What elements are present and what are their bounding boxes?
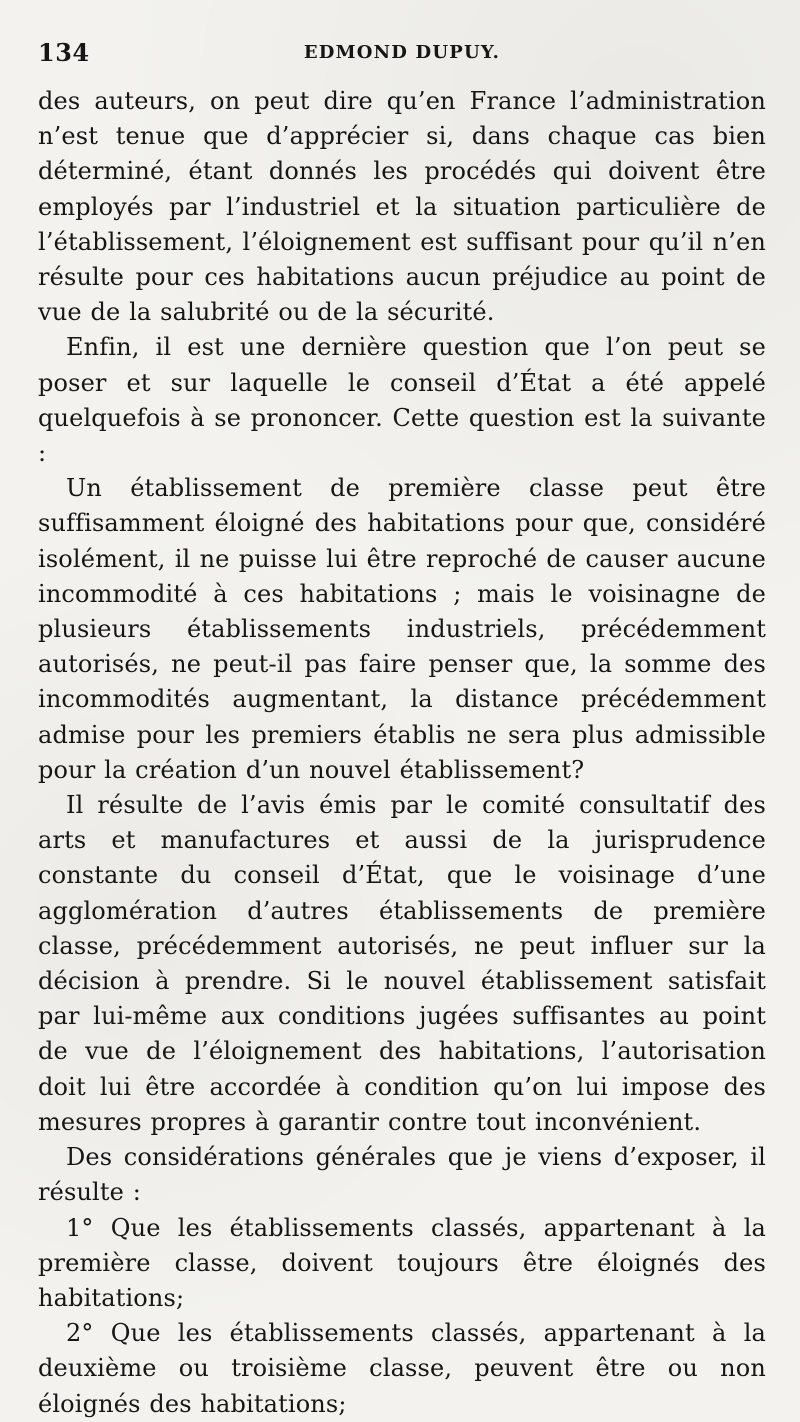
paragraph-final-question: Enfin, il est une dernière question que l’on peut se poser et sur laquelle le conseil d’État a été appelé quelquefois à se prononcer. Cette question est la suivante : <box>38 333 766 468</box>
paragraph-question-body: Un établissement de première classe peut être suffisamment éloigné des habitations pour que, considéré isolément, il ne puisse lui être reproché de causer aucune incommodité à ces habitations ; mais le voisinagne de plusieurs établissements industriels, précédemment autorisés, ne peut-il pas faire penser que, la somme des incommodités augmentant, la distance précédemment admise pour les premiers établis ne sera plus admissible pour la création d’un nouvel établissement? <box>38 474 766 784</box>
paragraph-conclusion: Des considérations générales que je viens d’exposer, il résulte : <box>38 1143 766 1207</box>
numbered-point-1: 1° Que les établissements classés, appartenant à la première classe, doivent toujours être éloignés des habitations; <box>38 1213 766 1312</box>
paragraph-continuation: des auteurs, on peut dire qu’en France l’administration n’est tenue que d’apprécier si, dans chaque cas bien déterminé, étant donnés les procédés qui doivent être employés par l’industriel et la situation particulière de l’établissement, l’éloignement est suffisant pour qu’il n’en résulte pour ces habitations aucun préjudice au point de vue de la salubrité ou de la sécurité. <box>38 87 766 327</box>
numbered-point-2: 2° Que les établissements classés, appartenant à la deuxième ou troisième classe, peuvent être ou non éloignés des habitations; <box>38 1319 766 1418</box>
page-header <box>38 38 766 78</box>
running-head: EDMOND DUPUY. <box>303 42 501 63</box>
paragraph-advice: Il résulte de l’avis émis par le comité consultatif des arts et manufactures et aussi de la jurisprudence constante du conseil d’État, que le voisinage d’une agglomération d’autres établissements de première classe, précédemment autorisés, ne peut influer sur la décision à prendre. Si le nouvel établissement satisfait par lui-même aux conditions jugées suffisantes au point de vue de l’éloignement des habitations, l’autorisation doit lui être accordée à condition qu’on lui impose des mesures propres à garantir contre tout inconvénient. <box>38 791 766 1136</box>
page-number: 134 <box>38 38 90 67</box>
body-text <box>38 84 766 1422</box>
